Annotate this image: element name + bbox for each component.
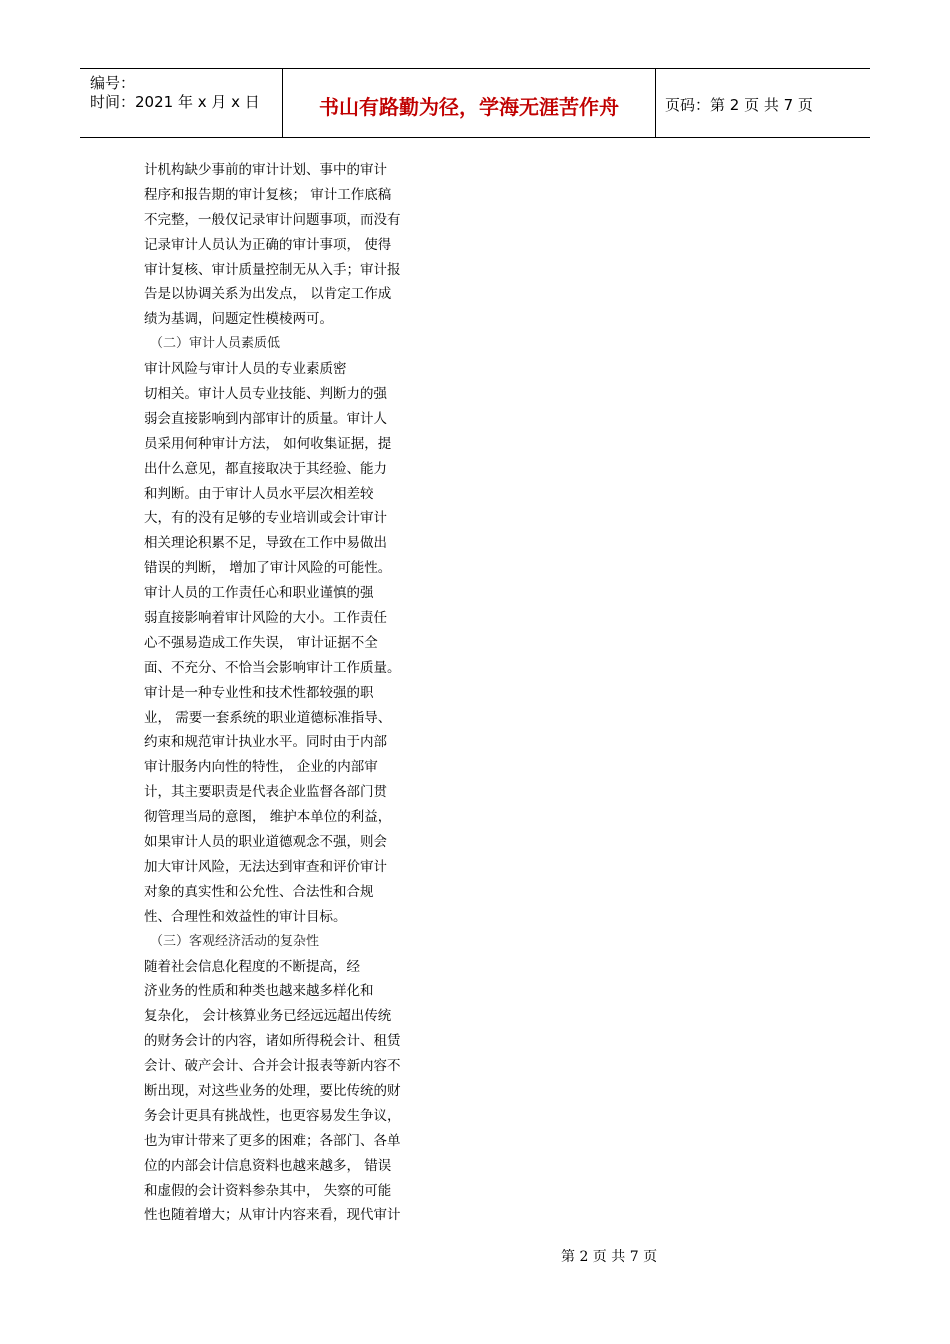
body-line: 程序和报告期的审计复核； 审计工作底稿 (144, 186, 392, 203)
body-line: 审计人员的工作责任心和职业谨慎的强 (144, 585, 374, 602)
time-label: 时间：2021 年 x 月 x 日 (90, 93, 260, 111)
body-line: 相关理论积累不足，导致在工作中易做出 (144, 535, 387, 552)
body-line: 弱直接影响着审计风险的大小。工作责任 (144, 610, 387, 627)
body-line: 如果审计人员的职业道德观念不强，则会 (144, 834, 387, 851)
body-line: 业， 需要一套系统的职业道德标准指导、 (144, 709, 392, 726)
body-line: 员采用何种审计方法， 如何收集证据，提 (144, 435, 392, 452)
body-line: 绩为基调，问题定性模棱两可。 (144, 311, 333, 328)
body-line: 记录审计人员认为正确的审计事项， 使得 (144, 236, 392, 253)
number-label: 编号： (90, 74, 136, 92)
body-line: 告是以协调关系为出发点， 以肯定工作成 (144, 286, 392, 303)
header-page-number: 页码：第 2 页 共 7 页 (665, 96, 813, 114)
body-line: 弱会直接影响到内部审计的质量。审计人 (144, 410, 387, 427)
body-line: 出什么意见，都直接取决于其经验、能力 (144, 460, 387, 477)
footer-page-number: 第 2 页 共 7 页 (561, 1249, 658, 1265)
body-line: 审计服务内向性的特性， 企业的内部审 (144, 759, 378, 776)
body-line: 错误的判断， 增加了审计风险的可能性。 (144, 560, 392, 577)
body-line: 心不强易造成工作失误， 审计证据不全 (144, 634, 378, 651)
page-header (80, 68, 870, 138)
body-line: 断出现，对这些业务的处理，要比传统的财 (144, 1082, 401, 1099)
section-heading: （三）客观经济活动的复杂性 (150, 933, 320, 949)
header-info-cell (80, 69, 282, 137)
body-line: 计，其主要职责是代表企业监督各部门贯 (144, 784, 387, 801)
body-line: 大，有的没有足够的专业培训或会计审计 (144, 510, 387, 527)
body-line: 审计是一种专业性和技术性都较强的职 (144, 684, 374, 701)
body-line: 和判断。由于审计人员水平层次相差较 (144, 485, 374, 502)
body-line: 对象的真实性和公允性、合法性和合规 (144, 883, 374, 900)
body-line: 会计、破产会计、合并会计报表等新内容不 (144, 1058, 401, 1075)
body-line: 约束和规范审计执业水平。同时由于内部 (144, 734, 387, 751)
body-line: 加大审计风险，无法达到审查和评价审计 (144, 858, 387, 875)
body-line: 的财务会计的内容，诸如所得税会计、租赁 (144, 1033, 401, 1050)
motto-text: 书山有路勤为径，学海无涯苦作舟 (319, 95, 619, 119)
header-motto-cell (282, 69, 656, 137)
body-line: 切相关。审计人员专业技能、判断力的强 (144, 386, 387, 403)
body-line: 不完整，一般仅记录审计问题事项，而没有 (144, 211, 401, 228)
body-line: 和虚假的会计资料参杂其中， 失察的可能 (144, 1182, 392, 1199)
body-line: 位的内部会计信息资料也越来越多， 错误 (144, 1157, 392, 1174)
body-line: 计机构缺少事前的审计计划、事中的审计 (144, 162, 387, 178)
body-line: 审计复核、审计质量控制无从入手；审计报 (144, 261, 401, 278)
body-line: 审计风险与审计人员的专业素质密 (144, 361, 347, 378)
body-line: 也为审计带来了更多的困难；各部门、各单 (144, 1132, 401, 1149)
body-line: 随着社会信息化程度的不断提高，经 (144, 958, 360, 975)
body-line: 面、不充分、不恰当会影响审计工作质量。 (144, 659, 401, 676)
body-line: 济业务的性质和种类也越来越多样化和 (144, 983, 374, 1000)
body-line: 复杂化， 会计核算业务已经远远超出传统 (144, 1008, 392, 1025)
body-line: 彻管理当局的意图， 维护本单位的利益， (144, 809, 392, 826)
header-page-cell (655, 69, 870, 137)
body-text (144, 158, 414, 1228)
body-line: 性、合理性和效益性的审计目标。 (144, 908, 347, 925)
body-line: 务会计更具有挑战性，也更容易发生争议， (144, 1107, 401, 1124)
body-line: 性也随着增大；从审计内容来看，现代审计 (144, 1207, 401, 1224)
section-heading: （二）审计人员素质低 (150, 336, 281, 352)
